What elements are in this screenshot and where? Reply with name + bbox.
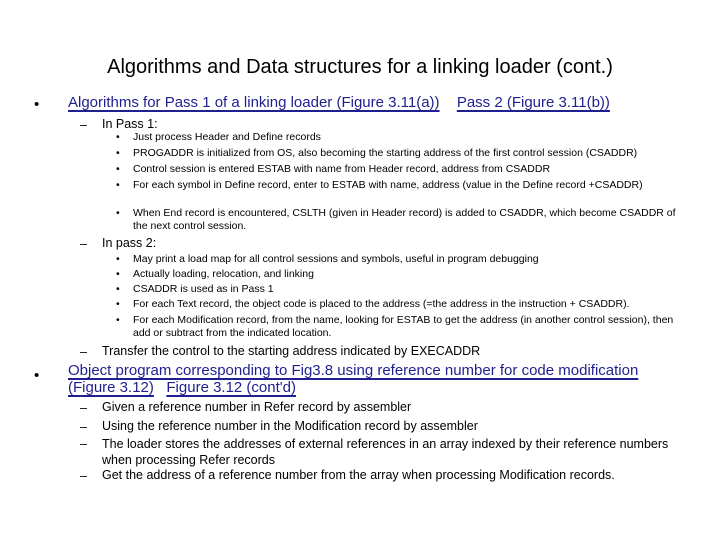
bullet-marker: • <box>116 147 120 159</box>
pass1-item: Control session is entered ESTAB with name from Header record, address from CSADDR <box>133 163 551 175</box>
link-figure-3-12-contd[interactable]: Figure 3.12 (cont'd) <box>166 379 296 396</box>
section2-item: Get the address of a reference number from the array when processing Modification records. <box>102 468 615 482</box>
bullet-marker: • <box>116 283 120 295</box>
pass2-item: May print a load map for all control sessions and symbols, useful in program debugging <box>133 253 539 265</box>
pass1-label: In Pass 1: <box>102 117 158 131</box>
pass2-item: For each Modification record, from the name, looking for ESTAB to get the address (in another control session), then add or subtract from the indicated location. <box>133 314 674 339</box>
pass2-item: CSADDR is used as in Pass 1 <box>133 283 274 295</box>
pass1-item: When End record is encountered, CSLTH (given in Header record) is added to CSADDR, which become CSADDR of the next control session. <box>133 207 676 232</box>
pass1-item: Just process Header and Define records <box>133 131 321 143</box>
section2-item: Given a reference number in Refer record by assembler <box>102 400 412 414</box>
dash-marker: – <box>80 420 87 434</box>
dash-marker: – <box>80 401 87 415</box>
bullet-marker: • <box>116 298 120 310</box>
dash-marker: – <box>80 118 87 132</box>
link-pass2-figure[interactable]: Pass 2 (Figure 3.11(b)) <box>456 94 610 111</box>
link-pass1-figure[interactable]: Algorithms for Pass 1 of a linking loader (Figure 3.11(a)) <box>68 94 440 111</box>
transfer-text: Transfer the control to the starting address indicated by EXECADDR <box>102 344 481 358</box>
section2-heading <box>68 362 648 396</box>
pass1-item: PROGADDR is initialized from OS, also becoming the starting address of the first control session (CSADDR) <box>133 147 638 159</box>
section2-item: Using the reference number in the Modification record by assembler <box>102 419 478 433</box>
dash-marker: – <box>80 237 87 251</box>
pass2-item: For each Text record, the object code is placed to the address (=the address in the instruction + CSADDR). <box>133 298 630 310</box>
bullet-marker: • <box>116 253 120 265</box>
bullet-marker: • <box>116 268 120 280</box>
pass2-label: In pass 2: <box>102 236 157 250</box>
slide-title: Algorithms and Data structures for a linking loader (cont.) <box>107 56 613 78</box>
link-figure-3-12[interactable]: Object program corresponding to Fig3.8 using reference number for code modification (Figure 3.12) <box>68 362 639 396</box>
bullet-marker: • <box>116 179 120 191</box>
pass2-item: Actually loading, relocation, and linking <box>133 268 314 280</box>
bullet-marker: • <box>116 163 120 175</box>
bullet-marker: • <box>34 96 40 113</box>
dash-marker: – <box>80 469 87 483</box>
dash-marker: – <box>80 345 87 359</box>
bullet-marker: • <box>34 367 40 384</box>
bullet-marker: • <box>116 207 120 219</box>
section1-heading <box>68 94 610 112</box>
pass1-item: For each symbol in Define record, enter to ESTAB with name, address (value in the Define record +CSADDR) <box>133 179 643 191</box>
bullet-marker: • <box>116 131 120 143</box>
section2-item: The loader stores the addresses of external references in an array indexed by their reference numbers when processing Refer records <box>102 437 669 467</box>
dash-marker: – <box>80 437 87 451</box>
bullet-marker: • <box>116 314 120 326</box>
